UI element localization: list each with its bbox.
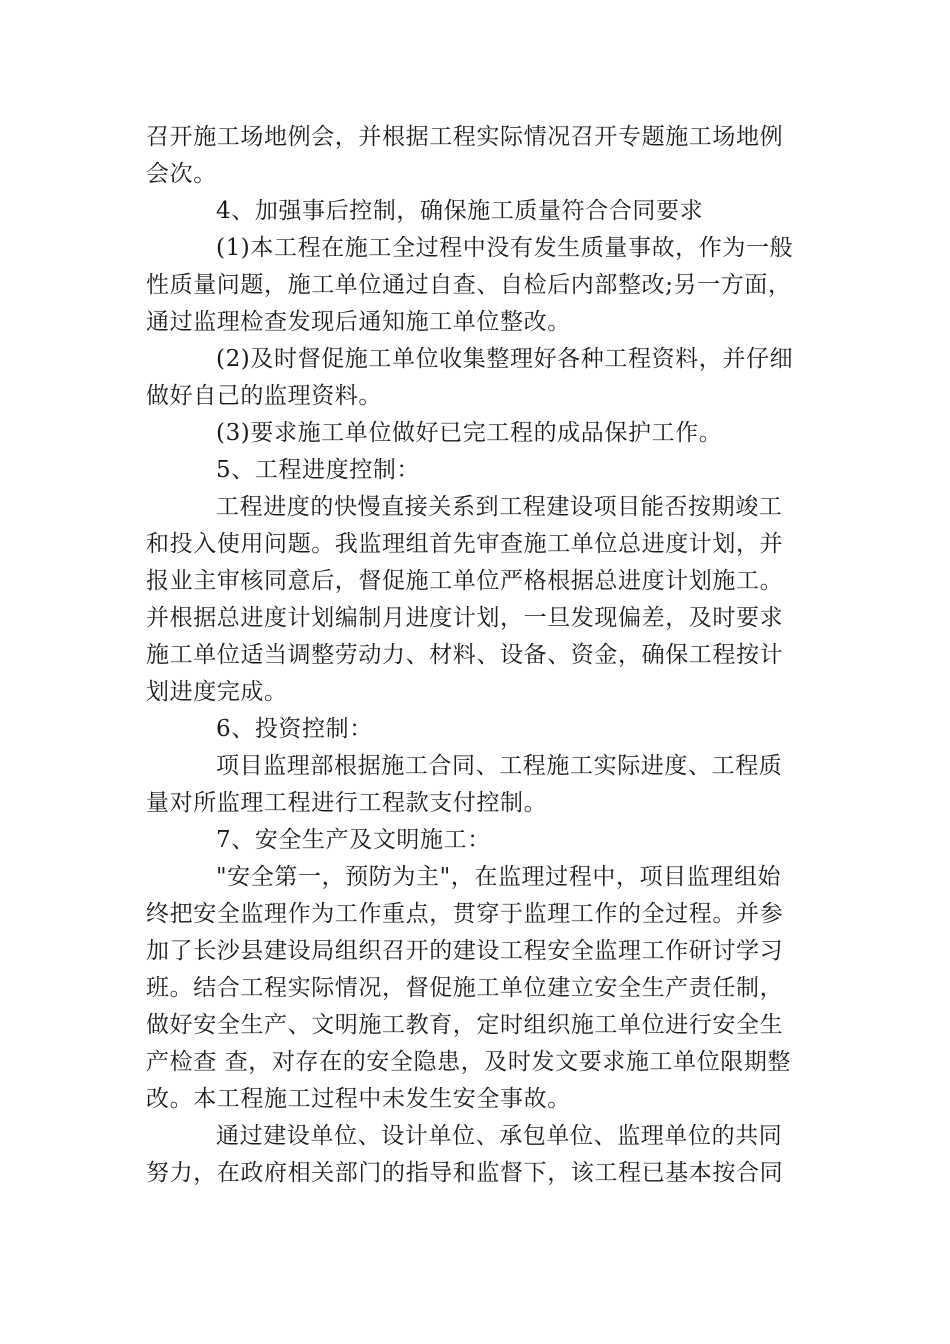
text-line-26: 产检查 查，对存在的安全隐患，及时发文要求施工单位限期整 (146, 1049, 792, 1075)
text-line-19: 量对所监理工程进行工程款支付控制。 (146, 790, 548, 816)
section-heading-4: 4、加强事后控制，确保施工质量符合合同要求 (216, 198, 704, 224)
text-line-2: 会次。 (146, 161, 217, 187)
text-line-9: (3)要求施工单位做好已完工程的成品保护工作。 (216, 420, 723, 446)
text-line-1: 召开施工场地例会，并根据工程实际情况召开专题施工场地例 (146, 124, 784, 150)
text-line-6: 通过监理检查发现后通知施工单位整改。 (146, 309, 571, 335)
text-line-25: 做好安全生产、文明施工教育，定时组织施工单位进行安全生 (146, 1012, 784, 1038)
text-line-4: (1)本工程在施工全过程中没有发生质量事故，作为一般 (216, 235, 794, 261)
text-line-13: 报业主审核同意后，督促施工单位严格根据总进度计划施工。 (146, 568, 784, 594)
text-line-8: 做好自己的监理资料。 (146, 383, 382, 409)
text-line-29: 努力，在政府相关部门的指导和监督下，该工程已基本按合同 (146, 1160, 784, 1186)
text-line-27: 改。本工程施工过程中未发生安全事故。 (146, 1086, 571, 1112)
section-heading-5: 5、工程进度控制： (216, 457, 421, 483)
text-line-23: 加了长沙县建设局组织召开的建设工程安全监理工作研讨学习 (146, 938, 784, 964)
text-line-7: (2)及时督促施工单位收集整理好各种工程资料，并仔细 (216, 346, 794, 372)
text-line-5: 性质量问题，施工单位通过自查、自检后内部整改;另一方面， (146, 272, 792, 298)
text-line-22: 终把安全监理作为工作重点，贯穿于监理工作的全过程。并参 (146, 901, 784, 927)
text-line-15: 施工单位适当调整劳动力、材料、设备、资金，确保工程按计 (146, 642, 784, 668)
text-line-12: 和投入使用问题。我监理组首先审查施工单位总进度计划，并 (146, 531, 784, 557)
text-line-21: "安全第一，预防为主"，在监理过程中，项目监理组始 (216, 864, 782, 890)
text-line-16: 划进度完成。 (146, 679, 288, 705)
text-line-11: 工程进度的快慢直接关系到工程建设项目能否按期竣工 (216, 494, 783, 520)
section-heading-6: 6、投资控制： (216, 716, 373, 742)
text-line-24: 班。结合工程实际情况，督促施工单位建立安全生产责任制， (146, 975, 784, 1001)
text-line-18: 项目监理部根据施工合同、工程施工实际进度、工程质 (216, 753, 783, 779)
text-line-28: 通过建设单位、设计单位、承包单位、监理单位的共同 (216, 1123, 783, 1149)
section-heading-7: 7、安全生产及文明施工： (216, 827, 491, 853)
text-line-14: 并根据总进度计划编制月进度计划，一旦发现偏差，及时要求 (146, 605, 784, 631)
